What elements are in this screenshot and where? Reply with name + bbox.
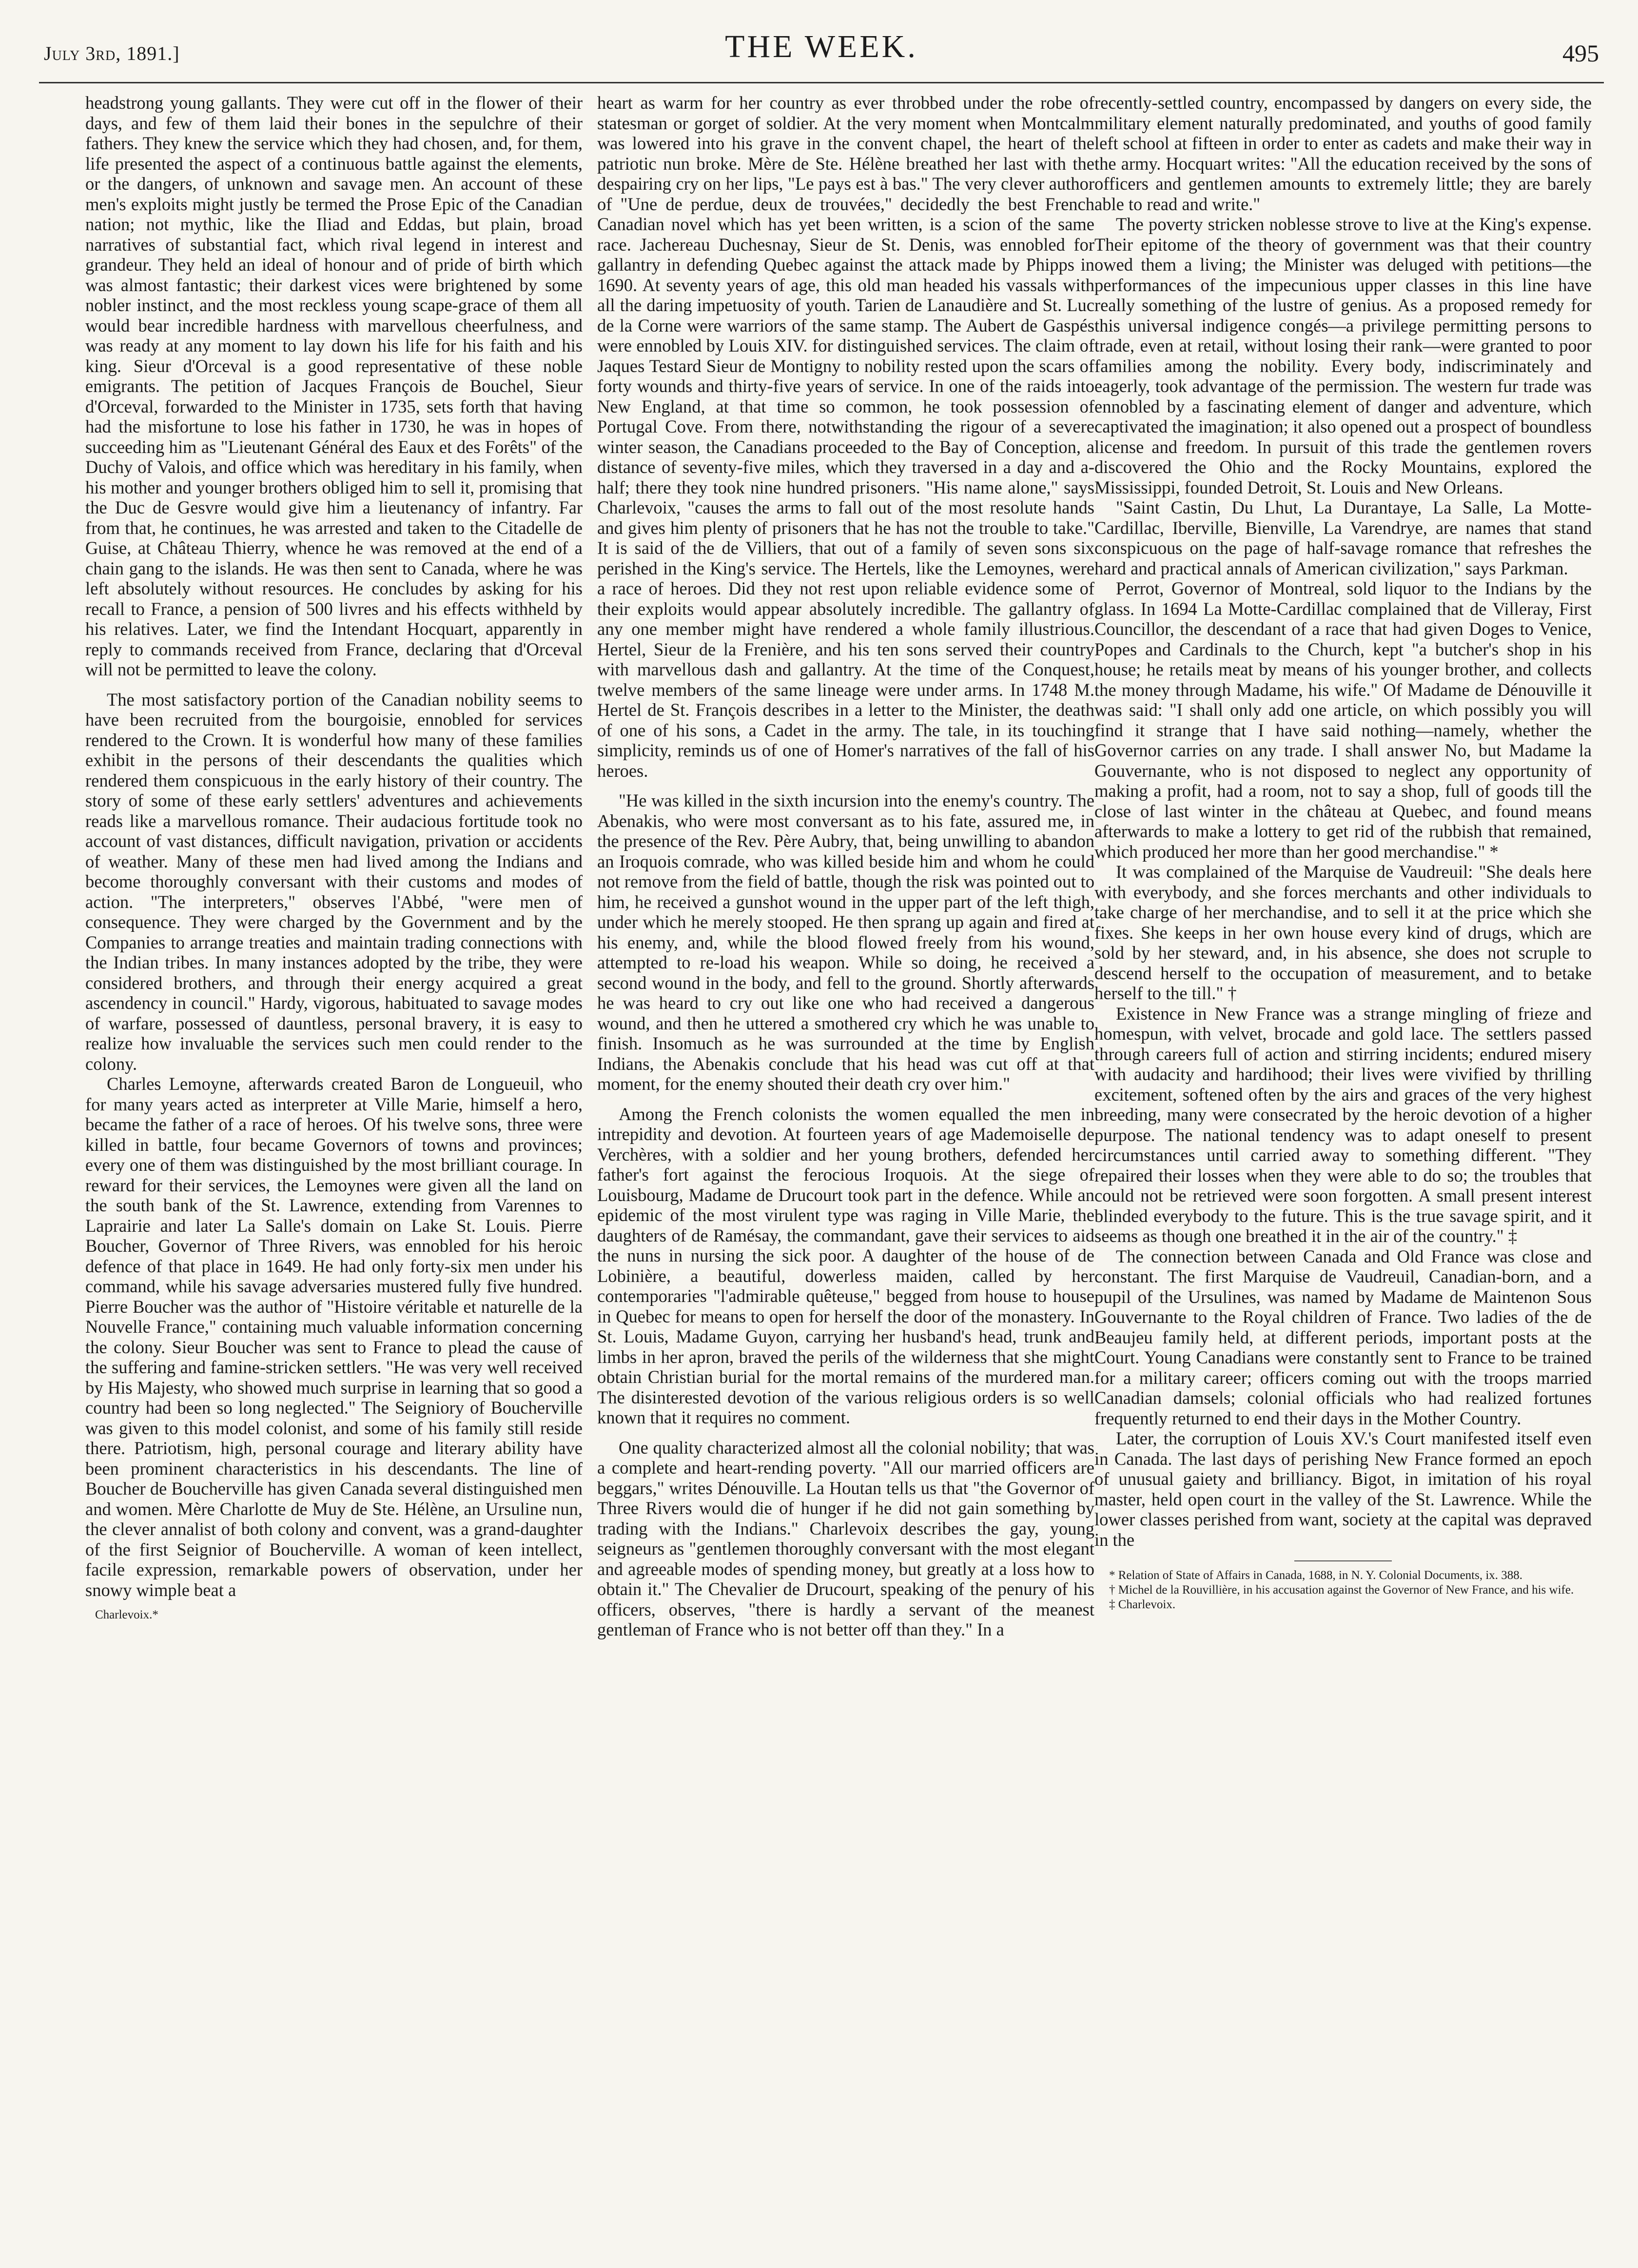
paragraph: The poverty stricken noblesse strove to live at the King's expense. Their epitome of the theory of government was that their country owed them a living; the Minister was deluged with petitions—the performances of the impecunious upper classes in this line have really something of the lustre of genius. As a proposed remedy for this universal indigence congés—a privilege permitting persons to trade, even at retail, without losing their rank—were granted to poor families among the nobility. Every body, indiscriminately and eagerly, took advantage of the permission. The western fur trade was ennobled by a fascinating element of danger and adventure, which captivated the imagination; it also opened out a prospect of boundless license and freedom. In pursuit of this trade the gentlemen rovers discovered the Ohio and the Rocky Mountains, explored the Mississippi, founded Detroit, St. Louis and New Orleans. <box>1094 214 1592 497</box>
paragraph: The most satisfactory portion of the Canadian nobility seems to have been recruited from the bourgoisie, ennobled for services rendered to the Crown. It is wonderful how many of these families exhibit in the persons of their descendants the qualities which rendered them conspicuous in the early history of their country. The story of some of these early settlers' adventures and achievements reads like a marvellous romance. Their audacious fortitude took no account of vast distances, difficult navigation, privation or accidents of weather. Many of these men had lived among the Indians and become thoroughly conversant with their customs and modes of action. "The interpreters," observes l'Abbé, "were men of consequence. They were charged by the Government and by the Companies to arrange treaties and maintain trading connections with the Indian tribes. In many instances adopted by the tribe, they were considered brothers, and through their energy acquired a great ascendency in council." Hardy, vigorous, habituated to savage modes of warfare, possessed of dauntless, personal bravery, it is easy to realize how invaluable the services such men could render to the colony. <box>85 689 583 1074</box>
paragraph: The connection between Canada and Old France was close and constant. The first Marquise de Vaudreuil, Canadian-born, and a pupil of the Ursulines, was named by Madame de Maintenon Sous Gouvernante to the Royal children of France. Two ladies of the de Beaujeu family held, at different periods, important posts at the Court. Young Canadians were constantly sent to France to be trained for a military career; officers coming out with the troops married Canadian damsels; colonial officials who had realized fortunes frequently returned to end their days in the Mother Country. <box>1094 1246 1592 1428</box>
paragraph: Among the French colonists the women equalled the men in intrepidity and devotion. At fourteen years of age Mademoiselle de Verchères, with a soldier and her young brothers, defended her father's fort against the ferocious Iroquois. At the siege of Louisbourg, Madame de Drucourt took part in the defence. While an epidemic of the most virulent type was raging in Ville Marie, the daughters of de Ramésay, the commandant, gave their services to aid the nuns in nursing the sick poor. A daughter of the house of de Lobinière, a beautiful, dowerless maiden, called by her contemporaries "l'admirable quêteuse," begged from house to house in Quebec for means to open for herself the door of the monastery. In St. Louis, Madame Guyon, carrying her husband's head, trunk and limbs in her apron, braved the perils of the wilderness that she might obtain Christian burial for the mortal remains of the murdered man. The disinterested devotion of the various religious orders is so well known that it requires no comment. <box>597 1104 1094 1427</box>
column-3 <box>1094 93 1592 2248</box>
footnote: * Relation of State of Affairs in Canada, 1688, in N. Y. Colonial Documents, ix. 388. <box>1109 1569 1523 1582</box>
footnote: ‡ Charlevoix. <box>1109 1598 1176 1611</box>
masthead <box>39 20 1604 83</box>
paragraph: "Saint Castin, Du Lhut, La Durantaye, La Salle, La Motte-Cardillac, Iberville, Bienville, La Varendrye, are names that stand conspicuous on the page of half-savage romance that refreshes the hard and practical annals of American civilization," says Parkman. <box>1094 497 1592 578</box>
paragraph: Existence in New France was a strange mingling of frieze and homespun, with velvet, brocade and gold lace. The settlers passed through careers full of action and stirring incidents; endured misery with audacity and hardihood; their lives were vivified by thrilling excitement, softened often by the airs and graces of the very highest breeding, many were consecrated by the heroic devotion of a higher purpose. The national tendency was to adapt oneself to present circumstances until carried away to something different. "They repaired their losses when they were able to do so; the troubles that could not be retrieved were soon forgotten. A small present interest blinded everybody to the future. This is the true savage spirit, and it seems as though one breathed it in the air of the country." ‡ <box>1094 1003 1592 1246</box>
footnote: † Michel de la Rouvillière, in his accusation against the Governor of New France, and his wife. <box>1109 1583 1574 1597</box>
paragraph: recently-settled country, encompassed by dangers on every side, the military element naturally predominated, and youths of good family left school at fifteen in order to enter as cadets and make their way in the army. Hocquart writes: "All the education received by the sons of officers and gentlemen amounts to extremely little; they are barely able to read and write." <box>1094 93 1592 214</box>
paragraph: Charles Lemoyne, afterwards created Baron de Longueuil, who for many years acted as interpreter at Ville Marie, himself a hero, became the father of a race of heroes. Of his twelve sons, three were killed in battle, four became Governors of towns and provinces; every one of them was distinguished by the most brilliant courage. In reward for their services, the Lemoynes were given all the land on the south bank of the St. Lawrence, extending from Varennes to Laprairie and later La Salle's domain on Lake St. Louis. Pierre Boucher, Governor of Three Rivers, was ennobled for his heroic defence of that place in 1649. He had only forty-six men under his command, while his savage adversaries mustered fully five hundred. Pierre Boucher was the author of "Histoire véritable et naturelle de la Nouvelle France," containing much valuable information concerning the colony. Sieur Boucher was sent to France to plead the cause of the suffering and famine-stricken settlers. "He was very well received by His Majesty, who showed much surprise in learning that so good a country had been so long neglected." The Seigniory of Boucherville was given to this model colonist, and some of his family still reside there. Patriotism, high, personal courage and literary ability have been prominent characteristics in his descendants. The line of Boucher de Boucherville has given Canada several distinguished men and women. Mère Charlotte de Muy de Ste. Hélène, an Ursuline nun, the clever annalist of both colony and convent, was a grand-daughter of the first Seignior of Boucherville. A woman of keen intellect, facile expression, remarkable powers of observation, under her snowy wimple beat a <box>85 1074 583 1600</box>
footnote-rule <box>1294 1560 1392 1561</box>
column-2 <box>597 93 1094 2248</box>
publication-title: THE WEEK. <box>725 29 918 64</box>
column-footnote: Charlevoix.* <box>95 1608 158 1621</box>
paragraph: heart as warm for her country as ever throbbed under the robe of statesman or gorget of soldier. At the very moment when Montcalm was lowered into his grave in the convent chapel, the heart of the patriotic nun broke. Mère de Ste. Hélène breathed her last with the despairing cry on her lips, "Le pays est à bas." The very clever author of "Une de perdue, deux de trouvées," decidedly the best French Canadian novel which has yet been written, is a scion of the same race. Jachereau Duchesnay, Sieur de St. Denis, was ennobled for gallantry in defending Quebec against the attack made by Phipps in 1690. At seventy years of age, this old man headed his vassals with all the daring impetuosity of youth. Tarien de Lanaudière and St. Luc de la Corne were warriors of the same stamp. The Aubert de Gaspés were ennobled by Louis XIV. for distinguished services. The claim of Jaques Testard Sieur de Montigny to nobility rested upon the scars of forty wounds and thirty-five years of service. In one of the raids into New England, at that time so common, he took possession of Portugal Cove. From there, notwithstanding the rigour of a severe winter season, the Canadians proceeded to the Bay of Conception, a distance of seventy-five miles, which they traversed in a day and a-half; there they took nine hundred prisoners. "His name alone," says Charlevoix, "causes the arms to fall out of the most resolute hands and gives him plenty of prisoners that he has not the trouble to take." It is said of the de Villiers, that out of a family of seven sons six perished in the King's service. The Hertels, like the Lemoynes, were a race of heroes. Did they not rest upon reliable evidence some of their exploits would appear absolutely incredible. The gallantry of any one member might have rendered a whole family illustrious. Hertel, Sieur de la Frenière, and his ten sons served their country with marvellous dash and gallantry. At the time of the Conquest, twelve members of the same lineage were under arms. In 1748 M. Hertel de St. François describes in a letter to the Minister, the death of one of his sons, a Cadet in the army. The tale, in its touching simplicity, reminds us of one of Homer's narratives of the fall of his heroes. <box>597 93 1094 781</box>
quoted-paragraph: "He was killed in the sixth incursion into the enemy's country. The Abenakis, who were most conversant as to his fate, assured me, in the presence of the Rev. Père Aubry, that, being unwilling to abandon an Iroquois comrade, who was killed beside him and whom he could not remove from the field of battle, though the risk was pointed out to him, he received a gunshot wound in the upper part of the left thigh, under which he merely stooped. He then sprang up again and fired at his enemy, and, while the blood flowed freely from his wound, attempted to re-load his weapon. While so doing, he received a second wound in the body, and fell to the ground. Shortly afterwards he was heard to cry out like one who had received a dangerous wound, and then he uttered a smothered cry which he was unable to finish. Insomuch as he was surrounded at the time by English Indians, the Abenakis conclude that his head was cut off at that moment, for the enemy shouted their death cry over him." <box>597 790 1094 1094</box>
issue-date: July 3rd, 1891.] <box>44 42 180 64</box>
paragraph: Later, the corruption of Louis XV.'s Court manifested itself even in Canada. The last days of perishing New France formed an epoch of unusual gaiety and brilliancy. Bigot, in imitation of his royal master, held open court in the valley of the St. Lawrence. While the lower classes perished from want, society at the capital was depraved in the <box>1094 1428 1592 1550</box>
header-rule <box>39 82 1604 83</box>
footnotes <box>1094 1560 1592 1612</box>
page-number: 495 <box>1562 39 1599 67</box>
column-1 <box>85 93 583 2248</box>
paragraph: Perrot, Governor of Montreal, sold liquor to the Indians by the glass. In 1694 La Motte-Cardillac complained that de Villeray, First Councillor, the descendant of a race that had given Doges to Venice, Popes and Cardinals to the Church, kept "a butcher's shop in his house; he retails meat by means of his younger brother, and collects the money through Madame, his wife." Of Madame de Dénouville it was said: "I shall only add one article, on which possibly you will find it strange that I have said nothing—namely, whether the Governor carries on any trade. I shall answer No, but Madame la Gouvernante, who is not disposed to neglect any opportunity of making a profit, had a room, not to say a shop, full of goods till the close of last winter in the château at Quebec, and found means afterwards to make a lottery to get rid of the rubbish that remained, which produced her more than her good merchandise." * <box>1094 578 1592 862</box>
paragraph: headstrong young gallants. They were cut off in the flower of their days, and few of them laid their bones in the sepulchre of their fathers. They knew the service which they had chosen, and, for them, life presented the aspect of a continuous battle against the elements, or the dangers, of unknown and savage men. An account of these men's exploits might justly be termed the Prose Epic of the Canadian nation; not mythic, like the Iliad and Eddas, but plain, broad narratives of substantial fact, which rival legend in interest and grandeur. They held an ideal of honour and of pride of birth which was almost fantastic; their darkest vices were brightened by some nobler instinct, and the most reckless young scape-grace of them all would bear incredible hardness with marvellous cheerfulness, and was ready at any moment to lay down his life for his faith and his king. Sieur d'Orceval is a good representative of these noble emigrants. The petition of Jacques François de Bouchel, Sieur d'Orceval, forwarded to the Minister in 1735, sets forth that having had the misfortune to lose his father in 1730, he was in hopes of succeeding him as "Lieutenant Général des Eaux et des Forêts" of the Duchy of Valois, and office which was hereditary in his family, when his mother and younger brothers obliged him to sell it, promising that the Duc de Gesvre would give him a lieutenancy of infantry. Far from that, he continues, he was arrested and taken to the Citadelle de Guise, at Château Thierry, whence he was removed at the end of a chain gang to the islands. He was then sent to Canada, where he was left absolutely without resources. He concludes by asking for his recall to France, a pension of 500 livres and his effects withheld by his relatives. Later, we find the Intendant Hocquart, apparently in reply to commands received from France, declaring that d'Orceval will not be permitted to leave the colony. <box>85 93 583 679</box>
paragraph: It was complained of the Marquise de Vaudreuil: "She deals here with everybody, and she forces merchants and other individuals to take charge of her merchandise, and to sell it at the price which she fixes. She keeps in her own house every kind of drugs, which are sold by her steward, and, in his absence, she does not scruple to descend herself to the occupation of measurement, and to betake herself to the till." † <box>1094 862 1592 1003</box>
paragraph: One quality characterized almost all the colonial nobility; that was a complete and heart-rending poverty. "All our married officers are beggars," writes Dénouville. La Houtan tells us that "the Governor of Three Rivers would die of hunger if he did not gain something by trading with the Indians." Charlevoix describes the gay, young seigneurs as "gentlemen thoroughly conversant with the most elegant and agreeable modes of spending money, but greatly at a loss how to obtain it." The Chevalier de Drucourt, speaking of the penury of his officers, observes, "there is hardly a servant of the meanest gentleman of France who is not better off than they." In a <box>597 1437 1094 1639</box>
